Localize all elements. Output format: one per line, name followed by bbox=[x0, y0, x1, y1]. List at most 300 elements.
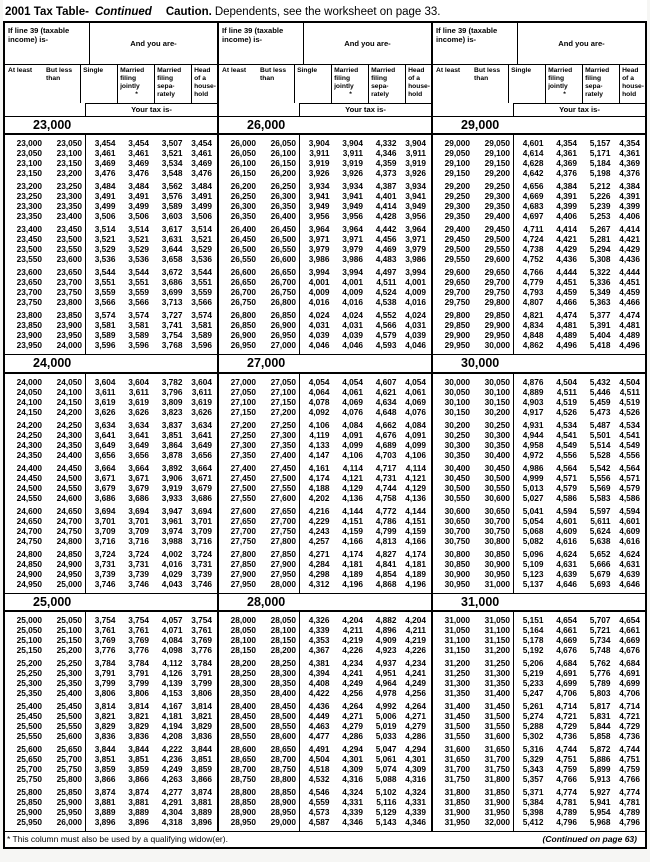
hoh-tax-cell: 3,686 bbox=[191, 492, 212, 503]
single-tax-cell: 3,859 bbox=[94, 764, 116, 774]
single-tax-cell: 4,724 bbox=[522, 234, 544, 245]
hoh-tax-cell: 4,406 bbox=[619, 211, 640, 222]
row-group bbox=[5, 549, 217, 589]
single-tax-cell: 3,949 bbox=[308, 201, 330, 212]
single-tax-cell: 5,109 bbox=[522, 558, 544, 569]
single-tax-cell: 4,711 bbox=[523, 224, 544, 235]
mfs-tax-cell: 5,459 bbox=[589, 396, 611, 407]
mfs-tax-cell: 4,318 bbox=[161, 817, 183, 827]
hoh-tax-cell: 4,736 bbox=[619, 731, 640, 741]
mfj-tax-cell: 3,731 bbox=[128, 558, 149, 569]
hoh-tax-cell: 4,316 bbox=[405, 774, 426, 784]
tax-row bbox=[219, 397, 431, 407]
mfj-tax-cell: 3,926 bbox=[342, 168, 363, 179]
tax-row bbox=[219, 407, 431, 417]
mfs-tax-cell: 3,603 bbox=[161, 211, 183, 222]
row-group bbox=[433, 267, 645, 307]
mfs-tax-cell: 4,332 bbox=[375, 138, 397, 149]
hoh-tax-cell: 3,829 bbox=[191, 721, 212, 731]
tax-row bbox=[219, 224, 431, 234]
at-least-cell: 31,550 bbox=[444, 731, 470, 741]
tax-row bbox=[433, 387, 645, 397]
at-least-cell: 24,050 bbox=[16, 386, 42, 397]
single-tax-cell: 4,903 bbox=[522, 396, 544, 407]
at-least-cell: 28,250 bbox=[230, 668, 256, 678]
mfj-tax-cell: 4,091 bbox=[342, 429, 363, 440]
at-least-cell: 24,900 bbox=[16, 568, 42, 579]
mfj-tax-cell: 3,491 bbox=[128, 191, 149, 202]
mfs-tax-cell: 5,102 bbox=[375, 787, 397, 797]
at-least-cell: 24,150 bbox=[16, 406, 42, 417]
mfj-tax-cell: 4,234 bbox=[342, 658, 363, 668]
single-tax-cell: 3,559 bbox=[94, 287, 116, 298]
single-tax-cell: 4,573 bbox=[308, 807, 330, 817]
single-tax-cell: 3,739 bbox=[94, 568, 116, 579]
at-least-cell: 30,850 bbox=[444, 558, 470, 569]
at-least-cell: 24,250 bbox=[16, 429, 42, 440]
single-tax-cell: 4,628 bbox=[522, 158, 544, 169]
less-than-cell: 28,600 bbox=[270, 731, 296, 741]
mfj-tax-cell: 3,986 bbox=[342, 254, 363, 265]
mfs-tax-cell: 3,631 bbox=[161, 234, 183, 245]
tax-row bbox=[433, 244, 645, 254]
tax-row bbox=[219, 387, 431, 397]
column-header-row bbox=[219, 23, 431, 65]
mfj-tax-cell: 4,421 bbox=[556, 234, 577, 245]
hoh-tax-cell: 4,256 bbox=[405, 688, 426, 698]
less-than-cell: 30,100 bbox=[484, 386, 510, 397]
mfj-tax-cell: 3,769 bbox=[128, 635, 149, 645]
row-group bbox=[433, 701, 645, 741]
hoh-tax-cell: 4,519 bbox=[619, 396, 640, 407]
tax-row bbox=[219, 516, 431, 526]
mfs-tax-cell: 4,964 bbox=[375, 678, 397, 688]
less-than-cell: 25,050 bbox=[56, 615, 82, 625]
hoh-tax-cell: 3,581 bbox=[191, 320, 212, 331]
mfj-tax-cell: 3,476 bbox=[128, 168, 149, 179]
mfj-tax-cell: 4,691 bbox=[556, 668, 577, 678]
hoh-header: Head of a house- hold bbox=[405, 65, 431, 103]
less-than-cell: 30,500 bbox=[484, 472, 510, 483]
at-least-cell: 23,850 bbox=[16, 320, 42, 331]
row-group bbox=[5, 224, 217, 264]
single-tax-cell: 4,601 bbox=[522, 138, 544, 149]
single-tax-cell: 4,532 bbox=[308, 774, 330, 784]
mfj-tax-cell: 4,436 bbox=[556, 254, 577, 265]
at-least-cell: 25,100 bbox=[16, 635, 42, 645]
section-header: 24,000 bbox=[5, 354, 217, 373]
less-than-cell: 28,150 bbox=[270, 635, 296, 645]
tax-row bbox=[5, 234, 217, 244]
mfs-tax-cell: 4,167 bbox=[161, 701, 183, 711]
mfj-tax-cell: 4,069 bbox=[342, 396, 363, 407]
less-than-cell: 25,250 bbox=[56, 658, 82, 668]
less-than-cell: 30,400 bbox=[484, 449, 510, 460]
at-least-cell: 25,150 bbox=[16, 645, 42, 655]
single-tax-cell: 5,041 bbox=[522, 505, 544, 516]
less-than-cell: 28,450 bbox=[270, 701, 296, 711]
less-than-cell: 29,650 bbox=[484, 267, 510, 278]
mfj-tax-cell: 3,626 bbox=[128, 406, 149, 417]
at-least-cell: 30,400 bbox=[444, 462, 470, 473]
mfs-tax-cell: 3,823 bbox=[161, 406, 183, 417]
less-than-cell: 24,800 bbox=[56, 535, 82, 546]
less-than-cell: 30,550 bbox=[484, 482, 510, 493]
mfs-tax-cell: 3,919 bbox=[161, 482, 183, 493]
hoh-tax-cell: 4,639 bbox=[619, 568, 640, 579]
less-than-cell: 26,600 bbox=[270, 254, 296, 265]
hoh-tax-cell: 3,694 bbox=[191, 505, 212, 516]
tax-row bbox=[433, 340, 645, 350]
row-group bbox=[5, 138, 217, 178]
single-tax-cell: 3,521 bbox=[94, 234, 116, 245]
hoh-tax-cell: 3,911 bbox=[405, 148, 426, 159]
less-than-cell: 31,500 bbox=[484, 711, 510, 721]
tax-row bbox=[433, 658, 645, 668]
single-tax-cell: 4,422 bbox=[308, 688, 330, 698]
tax-bracket-section bbox=[433, 593, 645, 831]
single-tax-cell: 5,412 bbox=[522, 817, 544, 827]
row-group bbox=[219, 744, 431, 784]
single-tax-cell: 3,686 bbox=[94, 492, 116, 503]
mfj-tax-cell: 4,279 bbox=[342, 721, 363, 731]
mfj-tax-cell: 4,541 bbox=[556, 429, 577, 440]
single-tax-cell: 4,491 bbox=[308, 744, 330, 754]
hoh-tax-cell: 3,934 bbox=[405, 181, 426, 192]
less-than-cell: 23,600 bbox=[56, 254, 82, 265]
tax-row bbox=[219, 658, 431, 668]
row-group bbox=[219, 549, 431, 589]
hoh-tax-cell: 3,589 bbox=[191, 330, 212, 341]
hoh-tax-cell: 4,076 bbox=[405, 406, 426, 417]
less-than-cell: 25,450 bbox=[56, 701, 82, 711]
mfj-tax-cell: 4,616 bbox=[556, 535, 577, 546]
less-than-cell: 28,950 bbox=[270, 807, 296, 817]
at-least-cell: 24,600 bbox=[16, 505, 42, 516]
at-least-cell: 26,700 bbox=[230, 287, 256, 298]
tax-row bbox=[5, 645, 217, 655]
row-group bbox=[5, 506, 217, 546]
hoh-tax-cell: 4,774 bbox=[619, 787, 640, 797]
tax-table-column bbox=[431, 23, 645, 831]
hoh-tax-cell: 3,844 bbox=[191, 744, 212, 754]
mfj-tax-cell: 4,339 bbox=[342, 807, 363, 817]
less-than-cell: 23,350 bbox=[56, 201, 82, 212]
tax-row bbox=[219, 807, 431, 817]
hoh-tax-cell: 3,971 bbox=[405, 234, 426, 245]
single-tax-cell: 3,499 bbox=[94, 201, 116, 212]
at-least-cell: 29,250 bbox=[444, 191, 470, 202]
mfj-tax-cell: 4,549 bbox=[556, 439, 577, 450]
less-than-cell: 25,500 bbox=[56, 711, 82, 721]
mfs-tax-cell: 4,098 bbox=[161, 645, 183, 655]
single-tax-cell: 3,986 bbox=[308, 254, 330, 265]
tax-row bbox=[433, 721, 645, 731]
single-tax-cell: 4,257 bbox=[308, 535, 330, 546]
less-than-cell: 29,700 bbox=[484, 277, 510, 288]
mfj-tax-cell: 4,399 bbox=[556, 201, 577, 212]
single-tax-cell: 3,701 bbox=[94, 515, 116, 526]
mfs-tax-cell: 4,607 bbox=[375, 376, 397, 387]
mfs-tax-cell: 4,071 bbox=[161, 625, 183, 635]
hoh-tax-cell: 4,136 bbox=[405, 492, 426, 503]
mfs-tax-cell: 4,744 bbox=[375, 482, 397, 493]
tax-row bbox=[5, 615, 217, 625]
single-tax-cell: 3,746 bbox=[94, 578, 116, 589]
mfj-tax-cell: 3,784 bbox=[128, 658, 149, 668]
at-least-cell: 30,200 bbox=[444, 419, 470, 430]
tax-bracket-section bbox=[433, 116, 645, 354]
mfs-tax-cell: 3,672 bbox=[161, 267, 183, 278]
mfj-tax-cell: 4,451 bbox=[556, 277, 577, 288]
at-least-cell: 31,350 bbox=[444, 688, 470, 698]
less-than-cell: 26,150 bbox=[270, 158, 296, 169]
less-than-cell: 27,700 bbox=[270, 515, 296, 526]
at-least-cell: 24,200 bbox=[16, 419, 42, 430]
mfj-tax-cell: 3,874 bbox=[128, 787, 149, 797]
mfj-tax-cell: 3,746 bbox=[128, 578, 149, 589]
at-least-cell: 25,450 bbox=[16, 711, 42, 721]
single-tax-cell: 4,999 bbox=[522, 472, 544, 483]
at-least-cell: 26,900 bbox=[230, 330, 256, 341]
at-least-cell: 26,550 bbox=[230, 254, 256, 265]
tax-row bbox=[433, 764, 645, 774]
less-than-cell: 29,150 bbox=[484, 158, 510, 169]
mfj-tax-cell: 4,744 bbox=[556, 744, 577, 754]
less-than-cell: 26,700 bbox=[270, 277, 296, 288]
at-least-cell: 23,950 bbox=[16, 340, 42, 351]
mfs-tax-cell: 4,126 bbox=[161, 668, 183, 678]
mfs-tax-cell: 4,511 bbox=[376, 277, 397, 288]
tax-row bbox=[433, 506, 645, 516]
less-than-cell: 26,100 bbox=[270, 148, 296, 159]
mfs-tax-cell: 3,521 bbox=[161, 148, 183, 159]
single-tax-cell: 3,649 bbox=[94, 439, 116, 450]
row-group bbox=[5, 658, 217, 698]
mfj-tax-cell: 4,031 bbox=[342, 320, 363, 331]
hoh-tax-cell: 3,469 bbox=[191, 158, 212, 169]
mfj-tax-cell: 4,624 bbox=[556, 548, 577, 559]
at-least-cell: 31,900 bbox=[444, 807, 470, 817]
single-tax-cell: 5,192 bbox=[522, 645, 544, 655]
tax-table-page bbox=[3, 0, 647, 849]
hoh-tax-cell: 3,964 bbox=[405, 224, 426, 235]
footnote-asterisk: * bbox=[135, 91, 138, 99]
mfs-tax-cell: 3,507 bbox=[161, 138, 183, 149]
single-tax-cell: 3,776 bbox=[94, 645, 116, 655]
less-than-cell: 28,000 bbox=[270, 578, 296, 589]
hoh-tax-cell: 4,016 bbox=[405, 297, 426, 308]
mfs-tax-cell: 5,844 bbox=[589, 721, 611, 731]
tax-row bbox=[5, 787, 217, 797]
hoh-tax-cell: 3,904 bbox=[405, 138, 426, 149]
row-group bbox=[5, 744, 217, 784]
mfs-tax-cell: 5,748 bbox=[589, 645, 611, 655]
at-least-cell: 26,150 bbox=[230, 168, 256, 179]
hoh-tax-cell: 4,466 bbox=[619, 297, 640, 308]
hoh-tax-cell: 3,484 bbox=[191, 181, 212, 192]
mfj-tax-cell: 4,324 bbox=[342, 787, 363, 797]
tax-table-column bbox=[217, 23, 431, 831]
less-than-cell: 24,950 bbox=[56, 568, 82, 579]
mfj-tax-cell: 3,716 bbox=[128, 535, 149, 546]
mfj-tax-cell: 4,406 bbox=[556, 211, 577, 222]
hoh-tax-cell: 4,616 bbox=[619, 535, 640, 546]
mfj-tax-cell: 4,294 bbox=[342, 744, 363, 754]
mfs-tax-cell: 5,556 bbox=[589, 472, 611, 483]
hoh-tax-cell: 4,459 bbox=[619, 287, 640, 298]
mfs-tax-cell: 5,019 bbox=[375, 721, 397, 731]
tax-row bbox=[219, 536, 431, 546]
mfj-tax-cell: 4,721 bbox=[556, 711, 577, 721]
tax-row bbox=[5, 377, 217, 387]
row-group bbox=[219, 615, 431, 655]
tax-row bbox=[219, 569, 431, 579]
mfj-tax-cell: 3,956 bbox=[342, 211, 363, 222]
hoh-tax-cell: 4,474 bbox=[619, 310, 640, 321]
less-than-cell: 26,300 bbox=[270, 191, 296, 202]
hoh-header: Head of a house- hold bbox=[191, 65, 217, 103]
single-tax-cell: 4,039 bbox=[308, 330, 330, 341]
less-than-cell: 25,400 bbox=[56, 688, 82, 698]
single-tax-cell: 3,469 bbox=[94, 158, 116, 169]
section-rows bbox=[219, 612, 431, 831]
at-least-cell: 24,950 bbox=[16, 578, 42, 589]
tax-row bbox=[219, 287, 431, 297]
mfs-tax-cell: 4,538 bbox=[375, 297, 397, 308]
at-least-cell: 30,500 bbox=[444, 482, 470, 493]
less-than-cell: 31,700 bbox=[484, 754, 510, 764]
tax-row bbox=[5, 463, 217, 473]
mfj-tax-cell: 3,739 bbox=[128, 568, 149, 579]
at-least-cell: 24,550 bbox=[16, 492, 42, 503]
mfs-tax-cell: 3,933 bbox=[161, 492, 183, 503]
less-than-cell: 26,750 bbox=[270, 287, 296, 298]
mfs-tax-cell: 4,621 bbox=[375, 386, 397, 397]
less-than-cell: 23,050 bbox=[56, 138, 82, 149]
mfs-tax-cell: 5,597 bbox=[589, 505, 611, 516]
less-than-cell: 25,350 bbox=[56, 678, 82, 688]
hoh-tax-cell: 3,896 bbox=[191, 817, 212, 827]
caution-word: Caution. bbox=[165, 6, 212, 18]
tax-row bbox=[433, 148, 645, 158]
tax-row bbox=[219, 168, 431, 178]
at-least-cell: 25,600 bbox=[16, 744, 42, 754]
at-least-cell: 29,800 bbox=[444, 310, 470, 321]
hoh-tax-cell: 4,646 bbox=[619, 578, 640, 589]
hoh-tax-cell: 4,144 bbox=[405, 505, 426, 516]
mfj-tax-cell: 3,911 bbox=[342, 148, 363, 159]
mfs-tax-cell: 4,304 bbox=[161, 807, 183, 817]
mfs-tax-cell: 3,699 bbox=[161, 287, 183, 298]
single-tax-cell: 4,917 bbox=[522, 406, 544, 417]
mfs-tax-cell: 4,373 bbox=[375, 168, 397, 179]
mfs-tax-cell: 4,799 bbox=[375, 525, 397, 536]
mfs-tax-cell: 4,786 bbox=[375, 515, 397, 526]
tax-table bbox=[3, 21, 647, 832]
less-than-cell: 29,600 bbox=[484, 254, 510, 265]
single-tax-cell: 3,724 bbox=[94, 548, 116, 559]
hoh-tax-cell: 4,414 bbox=[619, 224, 640, 235]
tax-row bbox=[5, 807, 217, 817]
at-least-cell: 30,050 bbox=[444, 386, 470, 397]
mfj-tax-cell: 4,684 bbox=[556, 658, 577, 668]
tax-row bbox=[219, 234, 431, 244]
tax-row bbox=[5, 483, 217, 493]
row-group bbox=[5, 377, 217, 417]
tax-row bbox=[5, 387, 217, 397]
single-tax-cell: 3,874 bbox=[94, 787, 116, 797]
hoh-tax-cell: 4,759 bbox=[619, 764, 640, 774]
mfs-tax-cell: 4,841 bbox=[375, 558, 397, 569]
mfs-tax-cell: 3,892 bbox=[161, 462, 183, 473]
tax-row bbox=[219, 754, 431, 764]
mfs-tax-cell: 5,789 bbox=[589, 678, 611, 688]
row-group bbox=[219, 506, 431, 546]
mfs-header: Married filing sepa- rately bbox=[582, 65, 619, 103]
hoh-tax-cell: 3,626 bbox=[191, 406, 212, 417]
section-rows bbox=[5, 135, 217, 354]
less-than-cell: 31,450 bbox=[484, 701, 510, 711]
hoh-tax-cell: 4,796 bbox=[619, 817, 640, 827]
at-least-cell: 24,850 bbox=[16, 558, 42, 569]
hoh-tax-cell: 4,789 bbox=[619, 807, 640, 817]
at-least-cell: 29,750 bbox=[444, 297, 470, 308]
hoh-tax-cell: 4,369 bbox=[619, 158, 640, 169]
tax-row bbox=[433, 701, 645, 711]
single-tax-cell: 3,454 bbox=[94, 138, 116, 149]
single-tax-cell: 3,971 bbox=[308, 234, 330, 245]
mfj-tax-cell: 4,009 bbox=[342, 287, 363, 298]
tax-row bbox=[433, 473, 645, 483]
hoh-tax-cell: 4,009 bbox=[405, 287, 426, 298]
row-group bbox=[5, 787, 217, 827]
less-than-cell: 31,200 bbox=[484, 645, 510, 655]
hoh-tax-cell: 3,604 bbox=[191, 376, 212, 387]
at-least-cell: 25,500 bbox=[16, 721, 42, 731]
mfj-tax-cell: 3,701 bbox=[128, 515, 149, 526]
at-least-cell: 26,400 bbox=[230, 224, 256, 235]
hoh-tax-cell: 3,611 bbox=[191, 386, 212, 397]
less-than-cell: 31,100 bbox=[484, 625, 510, 635]
less-than-cell: 25,850 bbox=[56, 787, 82, 797]
hoh-tax-cell: 3,851 bbox=[191, 754, 212, 764]
tax-row bbox=[433, 549, 645, 559]
less-than-cell: 27,800 bbox=[270, 535, 296, 546]
hoh-header: Head of a house- hold bbox=[619, 65, 645, 103]
at-least-cell: 30,600 bbox=[444, 505, 470, 516]
single-tax-cell: 3,956 bbox=[308, 211, 330, 222]
less-than-cell: 26,450 bbox=[270, 224, 296, 235]
less-than-cell: 24,350 bbox=[56, 439, 82, 450]
less-than-cell: 28,550 bbox=[270, 721, 296, 731]
at-least-cell: 23,150 bbox=[16, 168, 42, 179]
mfs-tax-cell: 5,088 bbox=[375, 774, 397, 784]
tax-row bbox=[5, 244, 217, 254]
hoh-tax-cell: 4,601 bbox=[619, 515, 640, 526]
less-than-cell: 30,250 bbox=[484, 419, 510, 430]
mfj-tax-cell: 4,271 bbox=[342, 711, 363, 721]
hoh-tax-cell: 4,564 bbox=[619, 462, 640, 473]
tax-row bbox=[219, 668, 431, 678]
at-least-header: At least bbox=[8, 67, 33, 75]
mfs-tax-cell: 4,497 bbox=[375, 267, 397, 278]
hoh-tax-cell: 4,114 bbox=[405, 462, 426, 473]
mfs-tax-cell: 4,813 bbox=[375, 535, 397, 546]
mfj-tax-cell: 3,506 bbox=[128, 211, 149, 222]
at-least-cell: 26,500 bbox=[230, 244, 256, 255]
hoh-tax-cell: 4,286 bbox=[405, 731, 426, 741]
